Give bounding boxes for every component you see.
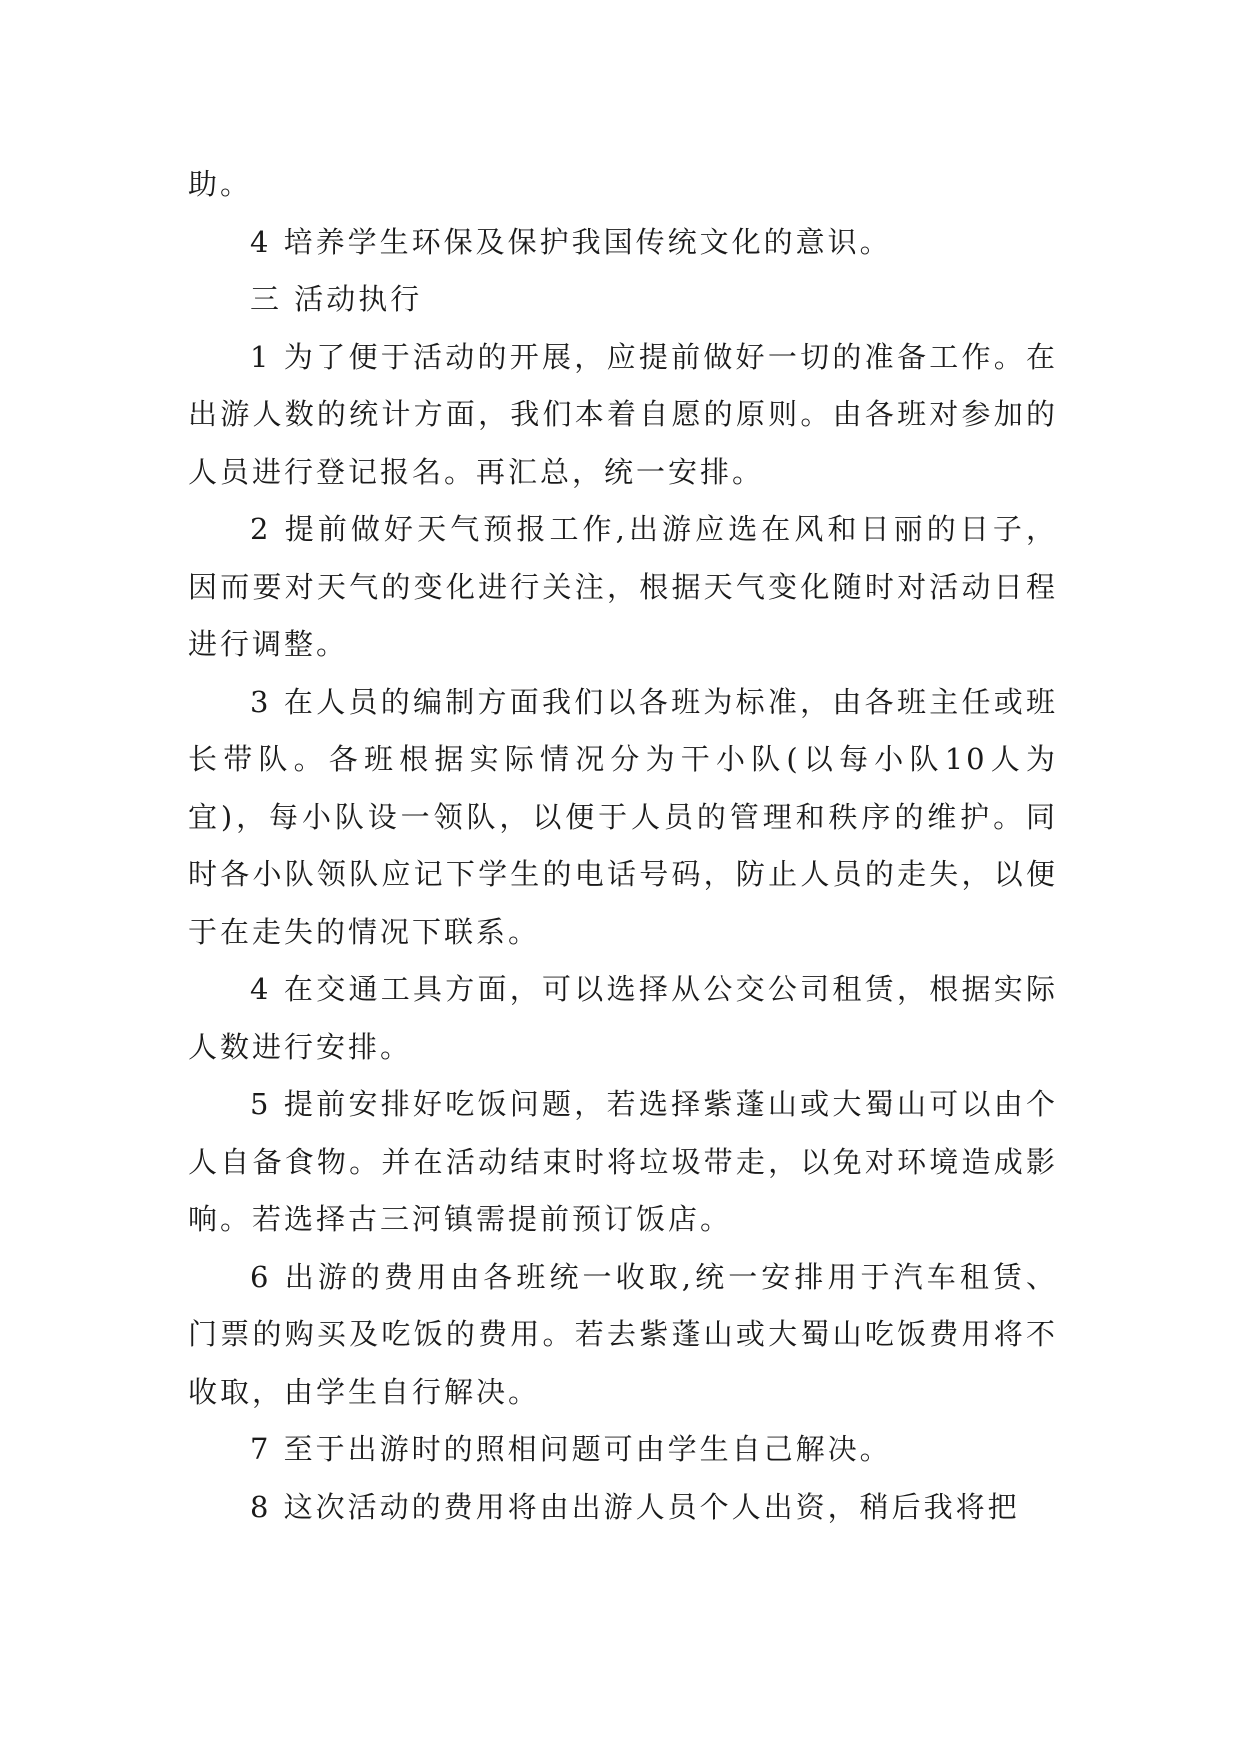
paragraph-continuation: 助。 [188, 167, 253, 201]
paragraph-item-7: 7 至于出游时的照相问题可由学生自己解决。 [250, 1432, 892, 1466]
paragraph-item-8: 8 这次活动的费用将由出游人员个人出资，稍后我将把 [250, 1489, 1020, 1524]
paragraph-item-4: 4 在交通工具方面，可以选择从公交公司租赁，根据实际人数进行安排。 [188, 972, 1058, 1064]
section-heading-activity-execution: 三 活动执行 [250, 282, 423, 316]
paragraph-item-2: 2 提前做好天气预报工作,出游应选在风和日丽的日子，因而要对天气的变化进行关注，根据天气变化随时对活动日程进行调整。 [188, 512, 1058, 661]
paragraph-item-6: 6 出游的费用由各班统一收取,统一安排用于汽车租赁、门票的购买及吃饭的费用。若去紫蓬山或大蜀山吃饭费用将不收取，由学生自行解决。 [188, 1259, 1058, 1409]
paragraph-goal-4: 4 培养学生环保及保护我国传统文化的意识。 [250, 224, 892, 259]
document-body [188, 156, 1058, 1536]
paragraph-item-5: 5 提前安排好吃饭问题，若选择紫蓬山或大蜀山可以由个人自备食物。并在活动结束时将垃圾带走，以免对环境造成影响。若选择古三河镇需提前预订饭店。 [188, 1087, 1058, 1236]
paragraph-item-1: 1 为了便于活动的开展，应提前做好一切的准备工作。在出游人数的统计方面，我们本着自愿的原则。由各班对参加的人员进行登记报名。再汇总，统一安排。 [188, 339, 1058, 489]
paragraph-item-3: 3 在人员的编制方面我们以各班为标准，由各班主任或班长带队。各班根据实际情况分为干小队(以每小队10人为宜)，每小队设一领队，以便于人员的管理和秩序的维护。同时各小队领队应记下学生的电话号码，防止人员的走失，以便于在走失的情况下联系。 [188, 684, 1058, 949]
